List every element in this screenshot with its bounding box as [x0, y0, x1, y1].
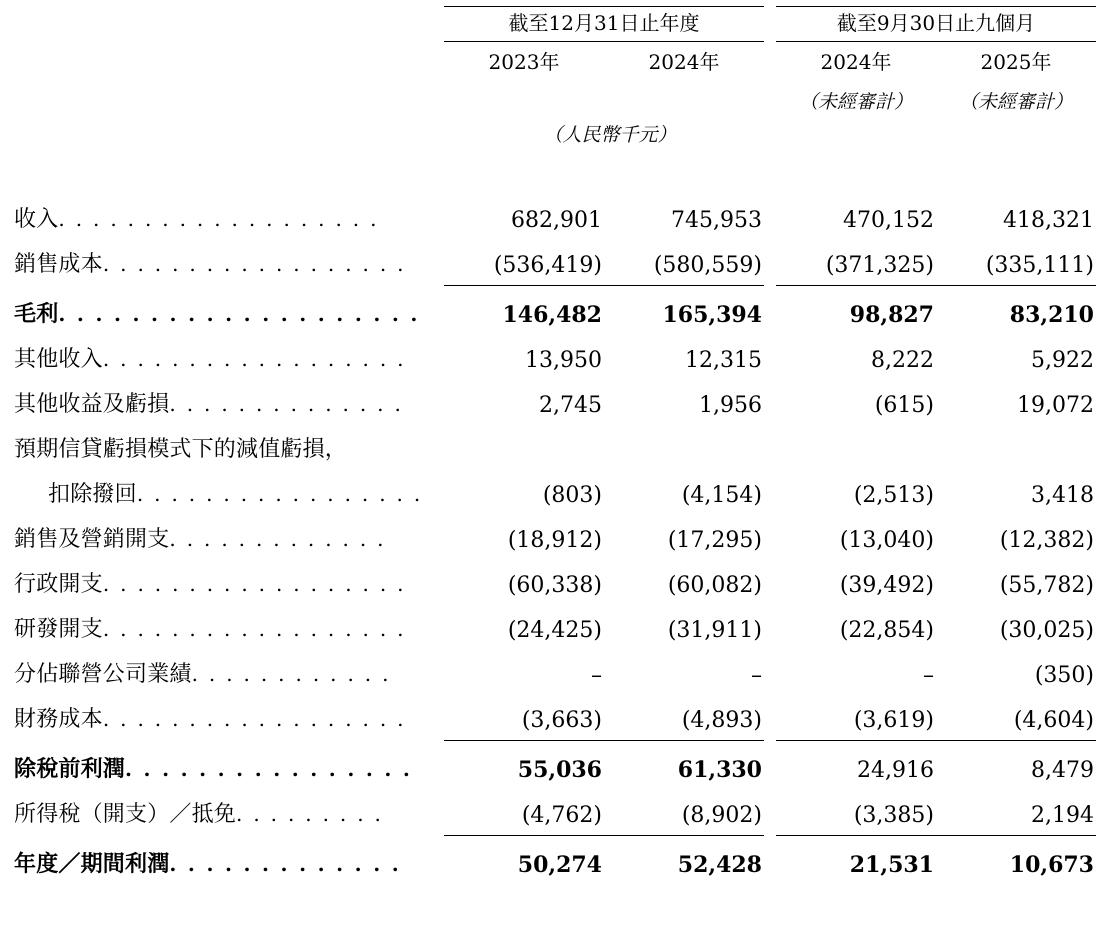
header-currency-pad-2 — [936, 116, 1096, 151]
header-group-year: 截至12月31日止年度 — [444, 7, 764, 42]
header-audit-gap — [764, 81, 776, 116]
row-value: (3,663) — [521, 707, 602, 733]
row-value: 52,428 — [604, 835, 764, 885]
row-value: (4,604) — [1013, 707, 1094, 733]
row-value: 3,418 — [1031, 483, 1094, 508]
header-audit-note-3: （未經審計） — [798, 91, 913, 113]
row-value: – — [751, 663, 762, 688]
header-year-1: 2023年 — [444, 42, 604, 82]
table-row — [14, 335, 1096, 380]
row-value: (4,154) — [681, 483, 762, 508]
row-gap-cell — [764, 695, 776, 740]
table-row — [14, 650, 1096, 695]
header-year-row — [14, 42, 1096, 82]
row-value: 21,531 — [776, 835, 936, 885]
table-row — [14, 425, 1096, 470]
header-gap-cell — [764, 7, 776, 42]
row-value: (31,911) — [667, 618, 762, 643]
row-gap-cell — [764, 285, 776, 335]
row-value: 1,956 — [699, 393, 762, 418]
row-value: 61,330 — [604, 740, 764, 790]
table-row — [14, 740, 1096, 790]
table-row — [14, 285, 1096, 335]
row-value: 10,673 — [936, 835, 1096, 885]
row-gap-cell — [764, 240, 776, 285]
table-row — [14, 470, 1096, 515]
row-label: 財務成本. . . . . . . . . . . . . . . . . . — [14, 707, 406, 732]
row-value: 418,321 — [1003, 208, 1094, 233]
header-year-gap — [764, 42, 776, 82]
header-audit-corner — [14, 81, 444, 116]
row-value: (615) — [874, 393, 934, 418]
row-label: 行政開支. . . . . . . . . . . . . . . . . . — [14, 572, 406, 597]
row-gap-cell — [764, 425, 776, 470]
row-value — [936, 425, 1096, 470]
row-gap-cell — [764, 560, 776, 605]
table-row — [14, 515, 1096, 560]
row-value: 55,036 — [444, 740, 604, 790]
row-value: 5,922 — [1031, 348, 1094, 373]
header-year-2: 2024年 — [604, 42, 764, 82]
row-value: (12,382) — [999, 528, 1094, 553]
row-value: 2,194 — [1031, 802, 1094, 828]
row-value: (13,040) — [839, 528, 934, 553]
row-label: 年度／期間利潤. . . . . . . . . . . . . — [14, 851, 401, 877]
income-statement-table — [14, 6, 1096, 885]
header-currency-row — [14, 116, 1096, 151]
header-audit-note-2 — [604, 81, 764, 116]
table-row — [14, 695, 1096, 740]
row-label: 其他收入. . . . . . . . . . . . . . . . . . — [14, 347, 406, 372]
row-label: 扣除撥回. . . . . . . . . . . . . . . . . — [48, 482, 423, 507]
header-audit-note-4: （未經審計） — [958, 91, 1073, 113]
table-row — [14, 560, 1096, 605]
header-year-3: 2024年 — [776, 42, 936, 82]
row-value: – — [923, 663, 934, 688]
row-gap-cell — [764, 605, 776, 650]
row-value: (24,425) — [507, 618, 602, 643]
row-label: 其他收益及虧損. . . . . . . . . . . . . . — [14, 392, 404, 417]
row-value: (30,025) — [999, 618, 1094, 643]
row-gap-cell — [764, 835, 776, 885]
row-value: (39,492) — [839, 573, 934, 598]
row-value — [776, 425, 936, 470]
row-value: (55,782) — [999, 573, 1094, 598]
header-currency-pad-1 — [776, 116, 936, 151]
row-value: (3,385) — [853, 802, 934, 828]
table-row — [14, 380, 1096, 425]
row-value — [444, 425, 604, 470]
row-value: (4,762) — [521, 802, 602, 828]
row-label: 研發開支. . . . . . . . . . . . . . . . . . — [14, 617, 406, 642]
header-year-4: 2025年 — [936, 42, 1096, 82]
header-body-spacer — [14, 151, 1096, 195]
header-currency-corner — [14, 116, 444, 151]
row-value: (580,559) — [653, 252, 762, 278]
row-gap-cell — [764, 515, 776, 560]
row-gap-cell — [764, 195, 776, 240]
row-value: (8,902) — [681, 802, 762, 828]
row-value: (371,325) — [825, 252, 934, 278]
row-value: (536,419) — [493, 252, 602, 278]
row-label: 除稅前利潤. . . . . . . . . . . . . . . . — [14, 756, 413, 782]
row-value — [604, 425, 764, 470]
row-label: 銷售成本. . . . . . . . . . . . . . . . . . — [14, 252, 406, 277]
row-label: 所得稅（開支）／抵免. . . . . . . . . — [14, 802, 384, 827]
row-value: 12,315 — [685, 348, 762, 373]
table-row — [14, 605, 1096, 650]
row-value: (60,082) — [667, 573, 762, 598]
header-group-row — [14, 7, 1096, 42]
row-value: (17,295) — [667, 528, 762, 553]
header-currency-note: （人民幣千元） — [543, 124, 677, 146]
row-value: 98,827 — [776, 285, 936, 335]
row-value: (803) — [542, 483, 602, 508]
row-value: – — [591, 663, 602, 688]
row-value: 2,745 — [539, 393, 602, 418]
row-value: (350) — [1034, 663, 1094, 688]
spacer-cell — [14, 151, 1096, 195]
header-group-nine-months: 截至9月30日止九個月 — [776, 7, 1096, 42]
header-audit-row — [14, 81, 1096, 116]
row-value: 745,953 — [671, 208, 762, 233]
row-value: 83,210 — [936, 285, 1096, 335]
table-row — [14, 195, 1096, 240]
row-label: 分佔聯營公司業績. . . . . . . . . . . . — [14, 662, 391, 687]
row-value: 682,901 — [511, 208, 602, 233]
row-value: (60,338) — [507, 573, 602, 598]
table-row — [14, 835, 1096, 885]
row-label: 毛利. . . . . . . . . . . . . . . . . . . . — [14, 301, 420, 327]
row-label: 收入. . . . . . . . . . . . . . . . . . . — [14, 207, 379, 232]
row-value: (18,912) — [507, 528, 602, 553]
header-corner-cell — [14, 7, 444, 42]
row-gap-cell — [764, 380, 776, 425]
row-value: 24,916 — [776, 740, 936, 790]
row-value: 19,072 — [1017, 393, 1094, 418]
row-value: (22,854) — [839, 618, 934, 643]
row-gap-cell — [764, 790, 776, 835]
row-gap-cell — [764, 740, 776, 790]
table-row — [14, 240, 1096, 285]
row-value: 146,482 — [444, 285, 604, 335]
row-value: (2,513) — [853, 483, 934, 508]
row-value: 165,394 — [604, 285, 764, 335]
row-label: 預期信貸虧損模式下的減值虧損， — [14, 437, 348, 462]
row-value: (4,893) — [681, 707, 762, 733]
row-value: (3,619) — [853, 707, 934, 733]
row-value: 13,950 — [525, 348, 602, 373]
row-gap-cell — [764, 470, 776, 515]
row-label: 銷售及營銷開支. . . . . . . . . . . . . — [14, 527, 386, 552]
header-year-corner — [14, 42, 444, 82]
row-value: (335,111) — [985, 252, 1094, 278]
header-audit-note-1 — [444, 81, 604, 116]
row-gap-cell — [764, 335, 776, 380]
row-value: 50,274 — [444, 835, 604, 885]
row-value: 8,479 — [936, 740, 1096, 790]
row-value: 470,152 — [843, 208, 934, 233]
row-gap-cell — [764, 650, 776, 695]
table-row — [14, 790, 1096, 835]
row-value: 8,222 — [871, 348, 934, 373]
